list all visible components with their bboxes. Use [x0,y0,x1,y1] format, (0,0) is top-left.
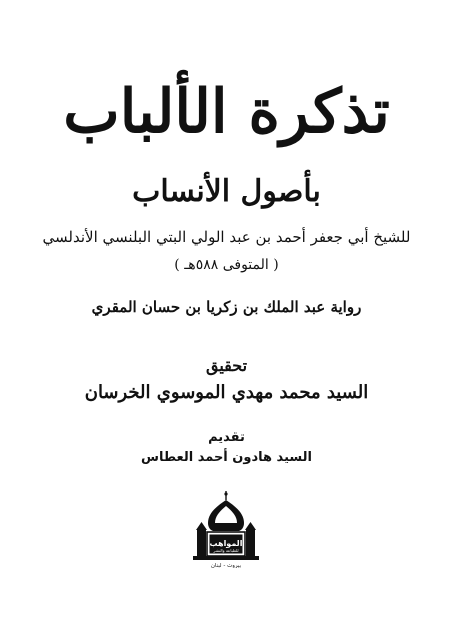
editor-name: السيد محمد مهدي الموسوي الخرسان [84,382,369,403]
book-title: تذكرة الألباب [63,77,390,147]
author-line: للشيخ أبي جعفر أحمد بن عبد الولي البتي البلنسي الأندلسي [42,228,411,246]
book-subtitle: بأصول الأنساب [132,174,321,209]
mosque-dome-logo [191,490,261,568]
narration-line: رواية عبد الملك بن زكريا بن حسان المقري [91,298,362,316]
taqdim-label: تقديم [208,430,245,445]
tahqiq-label: تحقيق [205,356,248,375]
logo-tagline: للطباعة والنشر [213,548,239,553]
logo-name: المواهب [209,539,243,548]
death-date: ( المتوفى ٥٨٨هـ ) [174,257,279,273]
intro-author-name: السيد هادون أحمد العطاس [141,450,312,465]
logo-location: بيروت - لبنان [210,563,242,568]
